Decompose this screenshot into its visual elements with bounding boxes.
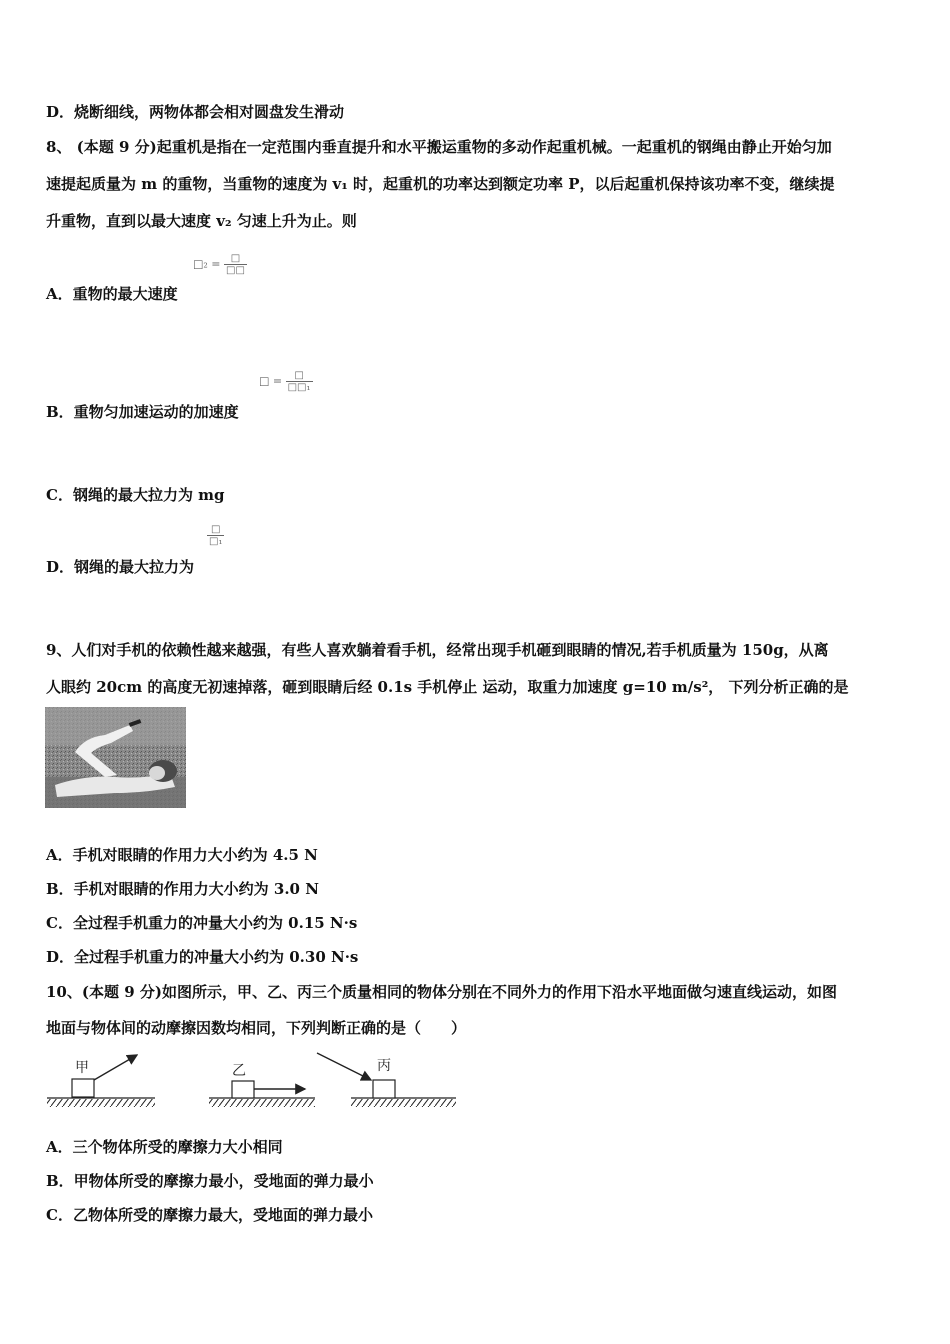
q9-option-c: C．全过程手机重力的冲量大小约为 0.15 N·s bbox=[46, 914, 358, 932]
q9-photo-person-lying-with-phone bbox=[45, 707, 186, 808]
q10-option-c: C．乙物体所受的摩擦力最大，受地面的弹力最小 bbox=[46, 1206, 373, 1224]
q9-stem-line1: 9、人们对手机的依赖性越来越强，有些人喜欢躺着看手机，经常出现手机砸到眼睛的情况,若手机质量为 150g，从离 bbox=[46, 641, 829, 659]
q10-stem-line1: 10、(本题 9 分)如图所示，甲、乙、丙三个质量相同的物体分别在不同外力的作用下沿水平地面做匀速直线运动，如图 bbox=[46, 983, 837, 1001]
q9-option-d: D．全过程手机重力的冲量大小约为 0.30 N·s bbox=[46, 948, 359, 966]
q8-stem-line1: 8、 (本题 9 分)起重机是指在一定范围内垂直提升和水平搬运重物的多动作起重机械。一起重机的钢绳由静止开始匀加 bbox=[46, 138, 832, 156]
q10-option-a: A．三个物体所受的摩擦力大小相同 bbox=[46, 1138, 283, 1156]
q10-block-yi-group bbox=[209, 1063, 315, 1107]
q8-formula-b-den: □□₁ bbox=[287, 382, 311, 393]
q7-option-d: D．烧断细线，两物体都会相对圆盘发生滑动 bbox=[46, 103, 345, 121]
q9-photo-graphic bbox=[45, 707, 186, 808]
q8-option-d: D．钢绳的最大拉力为 bbox=[46, 558, 195, 576]
q10-label-bing: 丙 bbox=[377, 1058, 391, 1074]
q10-label-yi: 乙 bbox=[232, 1063, 246, 1079]
q8-option-c: C．钢绳的最大拉力为 mg bbox=[46, 486, 225, 504]
q8-formula-a bbox=[193, 253, 247, 276]
q8-formula-a-den: □□ bbox=[226, 265, 245, 276]
q9-stem-line2: 人眼约 20cm 的高度无初速掉落，砸到眼睛后经 0.1s 手机停止 运动，取重力加速度 g=10 m/s²， 下列分析正确的是 bbox=[46, 678, 849, 696]
q8-formula-d-num: □ bbox=[207, 524, 224, 536]
q8-formula-d-den: □₁ bbox=[209, 536, 223, 547]
q10-option-b: B．甲物体所受的摩擦力最小，受地面的弹力最小 bbox=[46, 1172, 374, 1190]
q8-formula-b-lhs: □ = bbox=[259, 374, 283, 388]
q8-formula-a-lhs: □₂ = bbox=[193, 257, 221, 271]
q8-stem-line2: 速提起质量为 m 的重物，当重物的速度为 v₁ 时，起重机的功率达到额定功率 P，以后起重机保持该功率不变，继续提 bbox=[46, 175, 835, 193]
q9-option-b: B．手机对眼睛的作用力大小约为 3.0 N bbox=[46, 880, 319, 898]
q8-formula-b bbox=[259, 370, 313, 393]
q8-option-b: B．重物匀加速运动的加速度 bbox=[46, 403, 239, 421]
q8-stem-line3: 升重物，直到以最大速度 v₂ 匀速上升为止。则 bbox=[46, 212, 357, 230]
q8-option-a: A．重物的最大速度 bbox=[46, 285, 178, 303]
q8-formula-d bbox=[207, 524, 224, 547]
q10-force-diagram-graphic bbox=[45, 1050, 457, 1112]
q9-option-a: A．手机对眼睛的作用力大小约为 4.5 N bbox=[46, 846, 318, 864]
q8-formula-b-num: □ bbox=[286, 370, 313, 382]
q10-force-diagram bbox=[45, 1050, 457, 1112]
q10-stem-line2: 地面与物体间的动摩擦因数均相同，下列判断正确的是（ ） bbox=[46, 1019, 467, 1037]
q8-formula-a-num: □ bbox=[224, 253, 247, 265]
q10-label-jia: 甲 bbox=[75, 1060, 89, 1076]
q10-block-bing-group bbox=[317, 1053, 456, 1107]
q10-block-jia-group bbox=[47, 1055, 155, 1107]
